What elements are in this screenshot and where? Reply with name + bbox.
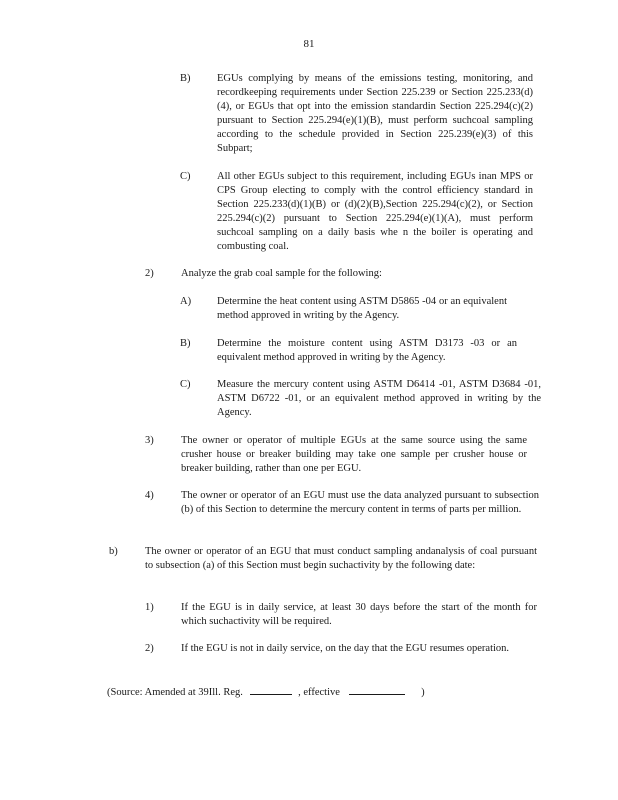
source-prefix: (Source: Amended at 39Ill. Reg. bbox=[107, 687, 243, 698]
item-text: EGUs complying by means of the emissions testing, monitoring, and recordkeeping requirements under Section 225.239 or Section 225.233(d)(4), or EGUs that opt into the emission standardin Section 225.294(c)(2) pursuant to Section 225.294(e)(1)(B), must perform suchcoal sampling according to the schedule provided in Section 225.239(e)(3) of this Subpart; bbox=[217, 73, 533, 154]
item-label: b) bbox=[109, 546, 118, 557]
item-text: Determine the moisture content using ASTM D3173 -03 or an equivalent method approved in writing by the Agency. bbox=[217, 338, 517, 363]
page-number: 81 bbox=[303, 38, 315, 50]
item-text: Analyze the grab coal sample for the following: bbox=[181, 268, 382, 279]
item-text: The owner or operator of an EGU that must conduct sampling andanalysis of coal pursuant to subsection (a) of this Section must begin suchactivity by the following date: bbox=[145, 546, 537, 571]
item-label: 2) bbox=[145, 643, 154, 654]
list-item bbox=[0, 337, 618, 367]
item-text: The owner or operator of an EGU must use the data analyzed pursuant to subsection (b) of this Section to determine the mercury content in terms of parts per million. bbox=[181, 490, 539, 515]
list-item bbox=[0, 267, 618, 285]
item-text: Measure the mercury content using ASTM D6414 -01, ASTM D3684 -01, ASTM D6722 -01, or an equivalent method approved in writing by the Agency. bbox=[217, 379, 541, 418]
list-item bbox=[0, 545, 618, 589]
item-text: If the EGU is in daily service, at least 30 days before the start of the month for which suchactivity will be required. bbox=[181, 602, 537, 627]
source-note bbox=[107, 685, 425, 700]
item-label: 2) bbox=[145, 268, 154, 279]
list-item bbox=[0, 489, 618, 533]
list-item bbox=[0, 72, 618, 162]
item-label: 1) bbox=[145, 602, 154, 613]
item-text: All other EGUs subject to this requirement, including EGUs inan MPS or CPS Group electing to comply with the control efficiency standard in Section 225.233(d)(1)(B) or (d)(2)(B),Section 225.294(c)(2), or Section 225.294(c)(2) pursuant to Section 225.294(e)(1)(A), must perform suchcoal sampling on a daily basis whe n the boiler is operating and combusting coal. bbox=[217, 171, 533, 252]
item-label: C) bbox=[180, 171, 191, 182]
list-item bbox=[0, 601, 618, 631]
list-item bbox=[0, 434, 618, 478]
item-label: B) bbox=[180, 338, 191, 349]
list-item bbox=[0, 170, 618, 260]
item-label: C) bbox=[180, 379, 191, 390]
item-text: The owner or operator of multiple EGUs at the same source using the same crusher house or breaker building may take one sample per crusher house or breaker building, rather than one per EGU. bbox=[181, 435, 527, 474]
register-blank bbox=[250, 685, 292, 695]
item-label: 4) bbox=[145, 490, 154, 501]
item-label: B) bbox=[180, 73, 191, 84]
item-label: 3) bbox=[145, 435, 154, 446]
list-item bbox=[0, 642, 618, 672]
item-text: Determine the heat content using ASTM D5865 -04 or an equivalent method approved in writing by the Agency. bbox=[217, 296, 507, 321]
source-suffix: ) bbox=[421, 687, 425, 698]
effective-date-blank bbox=[349, 685, 405, 695]
item-label: A) bbox=[180, 296, 192, 307]
list-item bbox=[0, 295, 618, 325]
item-text: If the EGU is not in daily service, on the day that the EGU resumes operation. bbox=[181, 643, 510, 654]
source-middle: , effective bbox=[298, 687, 340, 698]
list-item bbox=[0, 378, 618, 422]
